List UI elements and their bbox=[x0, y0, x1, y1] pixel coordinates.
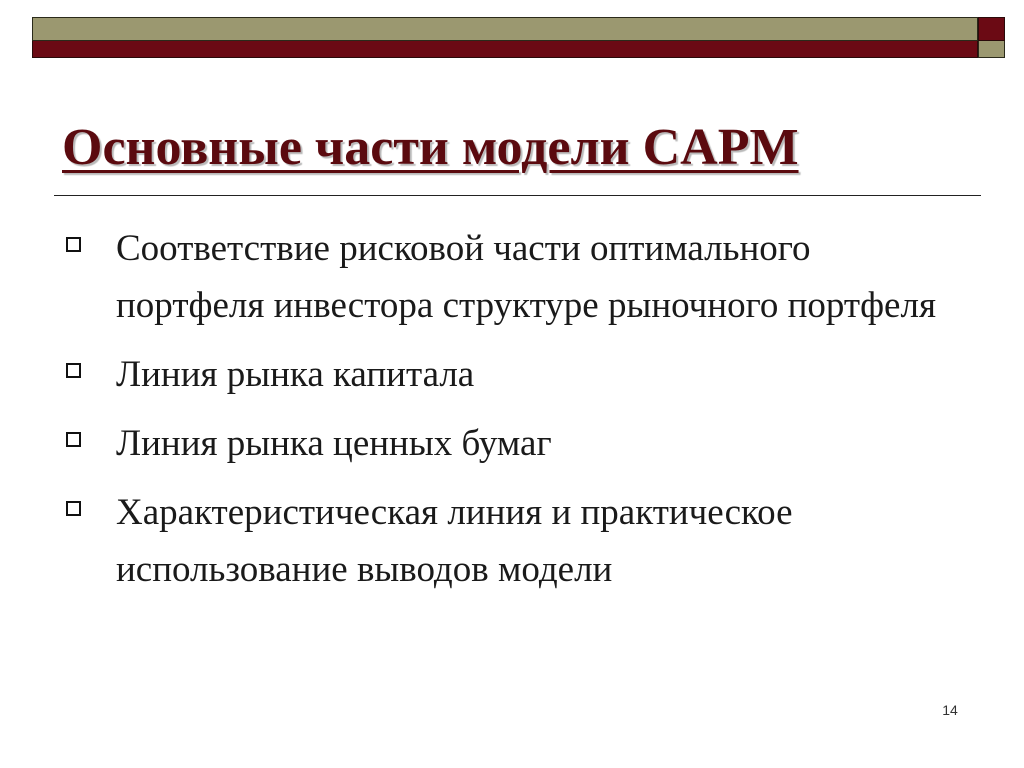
bullet-item bbox=[66, 415, 966, 472]
bullet-text: Характеристическая линия и практическое использование выводов модели bbox=[116, 492, 793, 590]
title-divider bbox=[54, 195, 981, 196]
bullet-text: Соответствие рисковой части оптимального портфеля инвестора структуре рыночного портфеля bbox=[116, 228, 936, 326]
hollow-square-bullet-icon bbox=[66, 501, 81, 516]
bullet-text: Линия рынка ценных бумаг bbox=[116, 423, 552, 464]
bullet-item bbox=[66, 346, 966, 403]
header-square-maroon bbox=[978, 17, 1005, 41]
hollow-square-bullet-icon bbox=[66, 432, 81, 447]
header-bar-maroon bbox=[32, 41, 978, 58]
bullet-item bbox=[66, 484, 966, 598]
bullet-item bbox=[66, 220, 966, 334]
header-bar-olive bbox=[32, 17, 978, 41]
slide-title: Основные части модели CAPM bbox=[62, 119, 799, 176]
page-number: 14 bbox=[942, 702, 958, 718]
bullet-list bbox=[66, 220, 966, 610]
hollow-square-bullet-icon bbox=[66, 363, 81, 378]
hollow-square-bullet-icon bbox=[66, 237, 81, 252]
header-square-olive bbox=[978, 41, 1005, 58]
bullet-text: Линия рынка капитала bbox=[116, 354, 475, 395]
